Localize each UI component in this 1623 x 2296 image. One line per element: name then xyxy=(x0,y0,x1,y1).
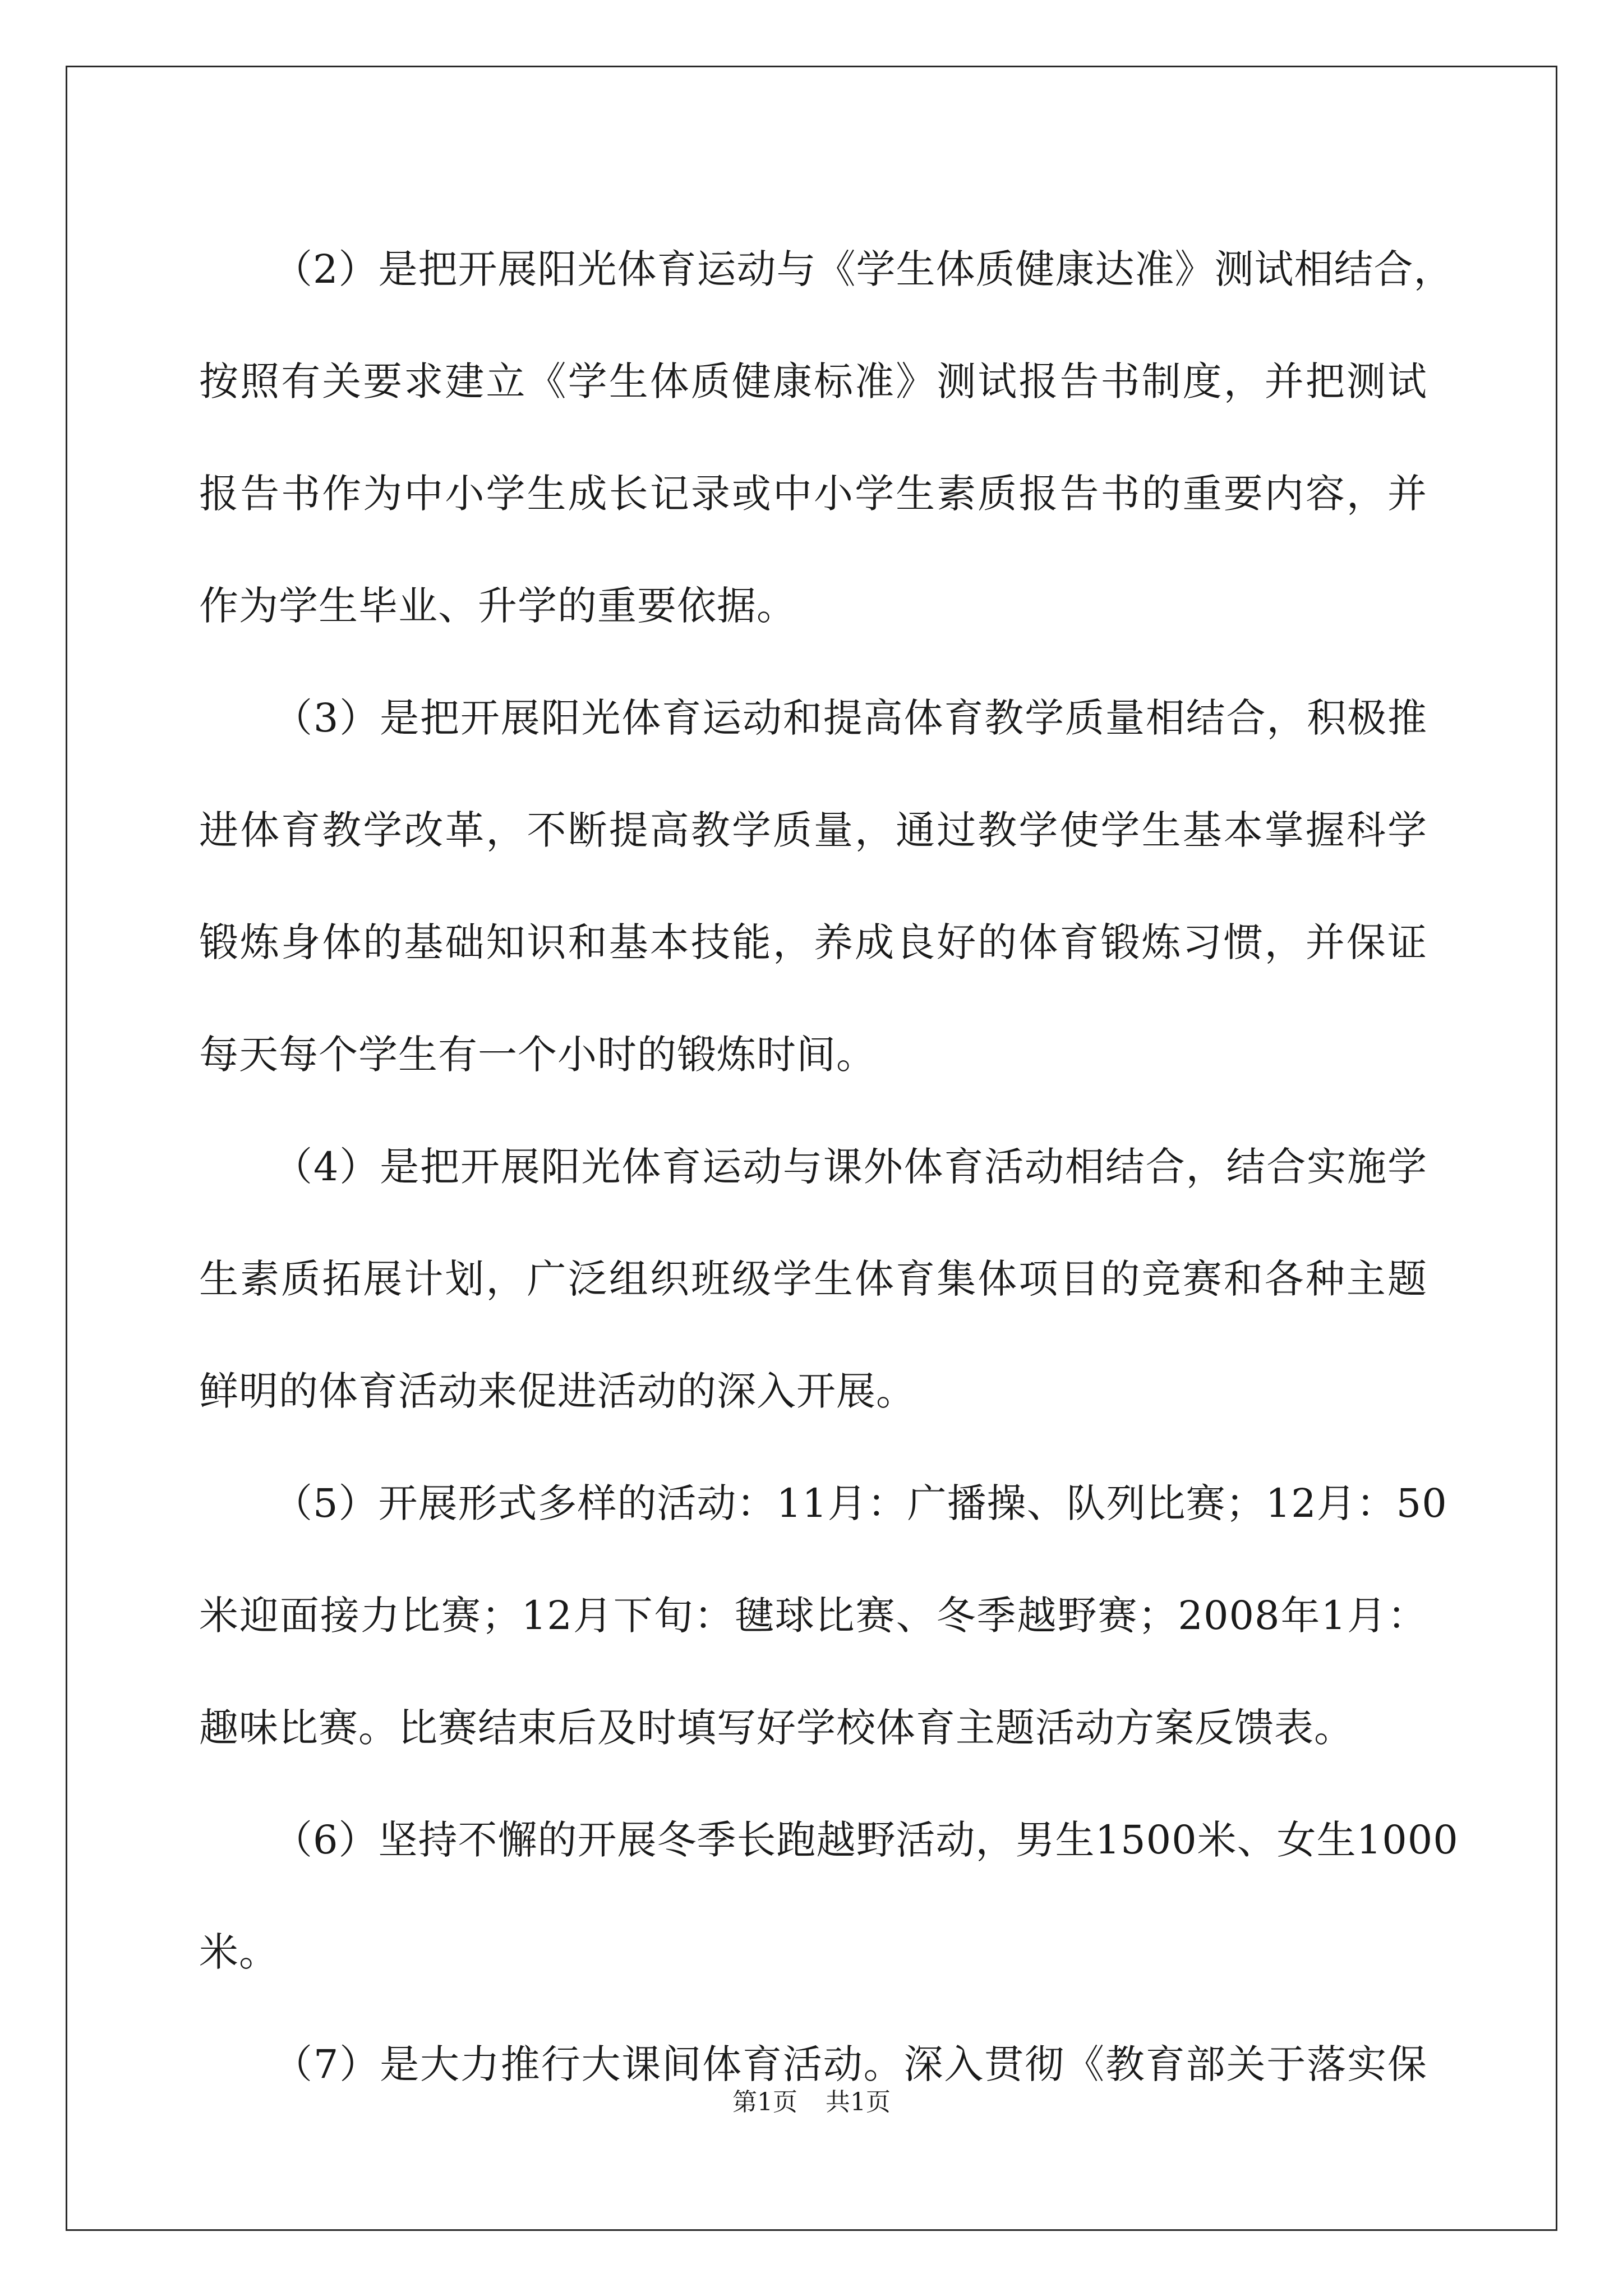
paragraph-1-line-3: 报告书作为中小学生成长记录或中小学生素质报告书的重要内容，并 xyxy=(199,471,1427,517)
paragraph-4-line-1: （5）开展形式多样的活动：11月：广播操、队列比赛；12月：50 xyxy=(273,1480,1447,1526)
paragraph-5-line-1: （6）坚持不懈的开展冬季长跑越野活动，男生1500米、女生1000 xyxy=(273,1817,1459,1863)
paragraph-3-line-1: （4）是把开展阳光体育运动与课外体育活动相结合，结合实施学 xyxy=(273,1144,1427,1190)
paragraph-1-line-1: （2）是把开展阳光体育运动与《学生体质健康达准》测试相结合， xyxy=(273,246,1454,292)
paragraph-6-line-1: （7）是大力推行大课间体育活动。深入贯彻《教育部关于落实保 xyxy=(273,2041,1427,2087)
paragraph-1-line-4: 作为学生毕业、升学的重要依据。 xyxy=(199,583,796,629)
paragraph-1-line-2: 按照有关要求建立《学生体质健康标准》测试报告书制度，并把测试 xyxy=(199,358,1427,404)
paragraph-5-line-2: 米。 xyxy=(199,1929,279,1975)
paragraph-2-line-3: 锻炼身体的基础知识和基本技能，养成良好的体育锻炼习惯，并保证 xyxy=(199,919,1427,965)
paragraph-2-line-2: 进体育教学改革，不断提高教学质量，通过教学使学生基本掌握科学 xyxy=(199,807,1427,853)
paragraph-3-line-3: 鲜明的体育活动来促进活动的深入开展。 xyxy=(199,1368,916,1414)
page-footer xyxy=(0,2086,1623,2119)
page-number-total: 共1页 xyxy=(826,2088,891,2116)
paragraph-2-line-4: 每天每个学生有一个小时的锻炼时间。 xyxy=(199,1032,876,1078)
paragraph-4-line-3: 趣味比赛。比赛结束后及时填写好学校体育主题活动方案反馈表。 xyxy=(199,1705,1354,1751)
paragraph-4-line-2: 米迎面接力比赛；12月下旬：毽球比赛、冬季越野赛；2008年1月： xyxy=(199,1593,1427,1639)
document-body xyxy=(199,213,1459,2120)
page-number-current: 第1页 xyxy=(732,2088,797,2116)
paragraph-3-line-2: 生素质拓展计划，广泛组织班级学生体育集体项目的竞赛和各种主题 xyxy=(199,1256,1427,1302)
paragraph-2-line-1: （3）是把开展阳光体育运动和提高体育教学质量相结合，积极推 xyxy=(273,695,1427,741)
